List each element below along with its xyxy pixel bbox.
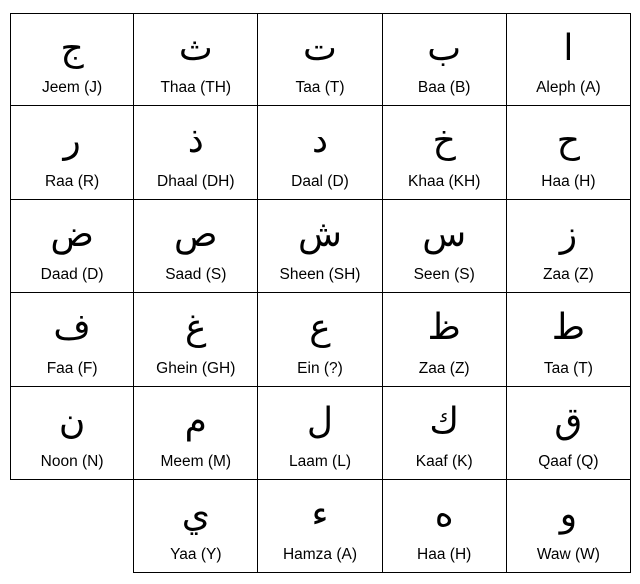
- letter-cell: [133, 292, 258, 386]
- letter-name: Faa (F): [46, 359, 98, 377]
- letter-name: Haa (H): [417, 546, 472, 564]
- letter-cell: [257, 105, 382, 199]
- letter-cell: [382, 479, 507, 573]
- arabic-letter: ح: [556, 120, 581, 162]
- letter-name: Seen (S): [413, 266, 475, 284]
- letter-cell: [10, 105, 134, 199]
- letter-name: Qaaf (Q): [538, 452, 599, 470]
- arabic-letter: ن: [58, 400, 86, 442]
- arabic-letter: ش: [298, 213, 342, 255]
- arabic-letter: ث: [178, 28, 213, 69]
- letter-cell: [10, 386, 134, 480]
- letter-cell: [506, 292, 631, 386]
- arabic-letter: ل: [306, 400, 334, 442]
- letter-cell: [133, 13, 258, 106]
- arabic-letter: ت: [303, 28, 337, 69]
- arabic-letter: خ: [432, 120, 456, 162]
- letter-name: Aleph (A): [536, 79, 601, 97]
- letter-cell: [257, 13, 382, 106]
- arabic-letter: ع: [309, 307, 331, 349]
- letter-name: Daal (D): [291, 172, 349, 190]
- arabic-letter: ه: [434, 494, 454, 535]
- arabic-letter: ر: [63, 120, 81, 162]
- letter-name: Zaa (Z): [542, 266, 594, 284]
- letter-name: Laam (L): [288, 452, 351, 470]
- letter-cell: [10, 292, 134, 386]
- arabic-alphabet-table: [10, 13, 630, 574]
- arabic-letter: ذ: [187, 120, 204, 162]
- letter-name: Haa (H): [541, 172, 596, 190]
- letter-name: Saad (S): [165, 266, 227, 284]
- letter-cell: [506, 105, 631, 199]
- letter-cell: [133, 386, 258, 480]
- letter-name: Ghein (GH): [156, 359, 236, 377]
- letter-cell: [382, 292, 507, 386]
- letter-name: Daad (D): [40, 266, 104, 284]
- letter-cell: [257, 479, 382, 573]
- arabic-letter: ب: [427, 28, 462, 69]
- arabic-letter: د: [311, 120, 328, 162]
- letter-cell: [133, 199, 258, 293]
- letter-name: Meem (M): [160, 452, 232, 470]
- arabic-letter: غ: [185, 307, 207, 349]
- letter-name: Dhaal (DH): [157, 172, 235, 190]
- arabic-letter: و: [559, 494, 578, 535]
- arabic-letter: ك: [429, 400, 460, 442]
- arabic-letter: م: [184, 400, 207, 442]
- letter-cell: [506, 479, 631, 573]
- letter-cell: [257, 292, 382, 386]
- letter-cell: [382, 105, 507, 199]
- arabic-letter: ز: [559, 213, 578, 255]
- letter-cell: [506, 199, 631, 293]
- arabic-letter: ط: [551, 307, 586, 349]
- letter-cell: [257, 199, 382, 293]
- letter-cell: [257, 386, 382, 480]
- letter-cell: [382, 386, 507, 480]
- arabic-letter: ق: [554, 400, 583, 442]
- letter-cell: [506, 386, 631, 480]
- letter-cell: [506, 13, 631, 106]
- arabic-letter: ي: [181, 494, 210, 535]
- letter-name: Ein (?): [297, 359, 343, 377]
- letter-name: Baa (B): [417, 79, 471, 97]
- letter-name: Waw (W): [536, 546, 600, 564]
- arabic-letter: ظ: [427, 307, 461, 349]
- arabic-letter: ج: [60, 28, 84, 69]
- letter-name: Sheen (SH): [279, 266, 361, 284]
- letter-name: Taa (T): [543, 359, 593, 377]
- letter-name: Zaa (Z): [418, 359, 470, 377]
- letter-name: Yaa (Y): [170, 546, 222, 564]
- letter-cell: [133, 105, 258, 199]
- letter-cell: [10, 13, 134, 106]
- arabic-letter: ض: [50, 213, 94, 255]
- letter-cell: [382, 13, 507, 106]
- letter-name: Raa (R): [44, 172, 100, 190]
- arabic-letter: ف: [53, 307, 91, 349]
- letter-name: Thaa (TH): [160, 79, 232, 97]
- letter-cell: [133, 479, 258, 573]
- letter-name: Jeem (J): [41, 79, 103, 97]
- letter-name: Taa (T): [295, 79, 345, 97]
- letter-name: Noon (N): [40, 452, 104, 470]
- letter-cell: [10, 199, 134, 293]
- letter-name: Khaa (KH): [408, 172, 481, 190]
- letter-name: Kaaf (K): [415, 452, 473, 470]
- letter-cell: [382, 199, 507, 293]
- arabic-letter: ء: [311, 494, 329, 535]
- arabic-letter: س: [422, 213, 467, 255]
- arabic-letter: ا: [563, 28, 574, 69]
- letter-name: Hamza (A): [282, 546, 358, 564]
- arabic-letter: ص: [174, 213, 218, 255]
